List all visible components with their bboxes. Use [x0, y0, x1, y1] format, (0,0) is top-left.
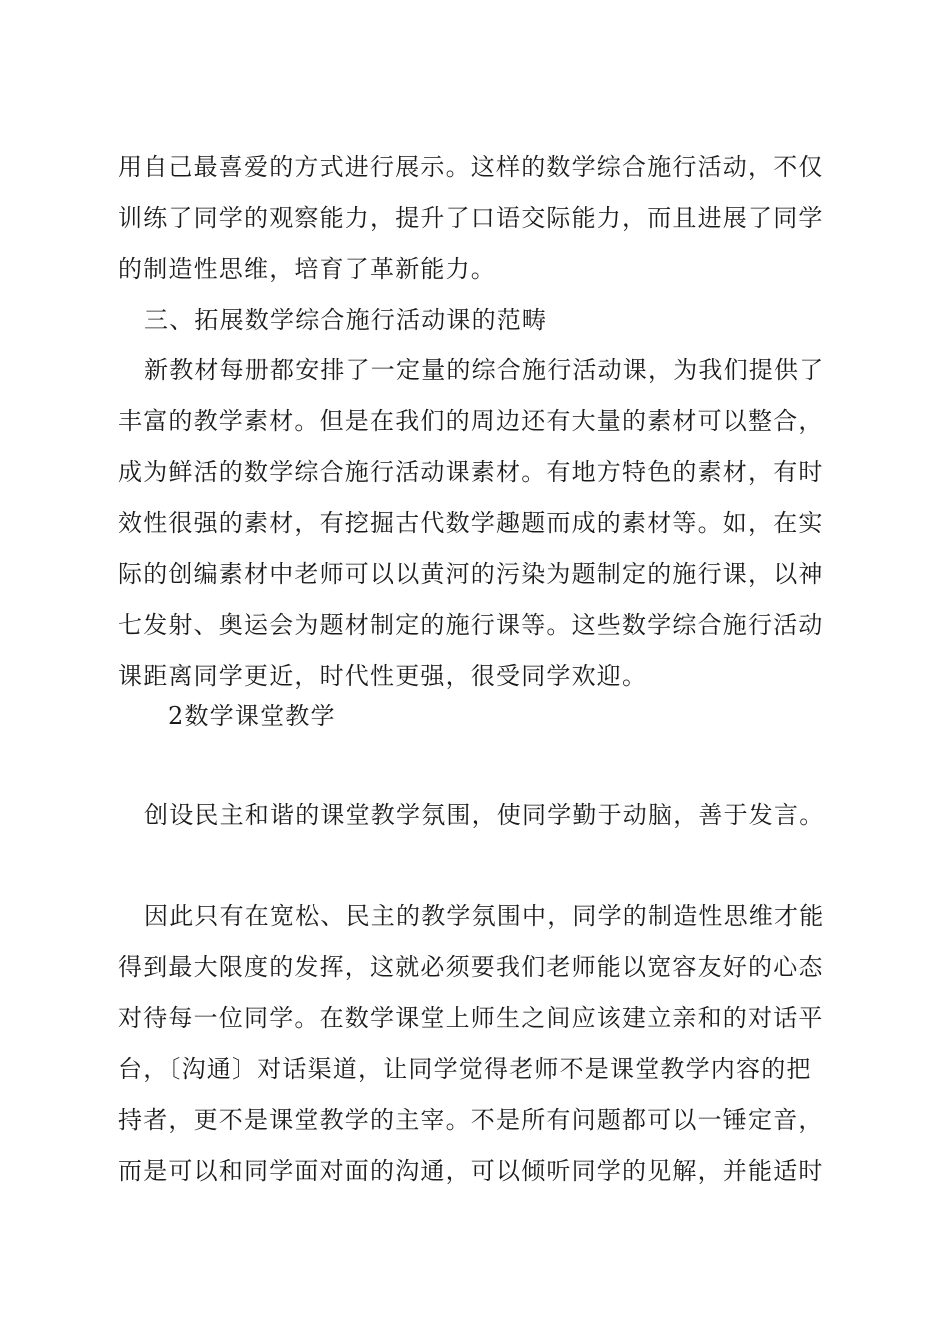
text-line: 丰富的教学素材。但是在我们的周边还有大量的素材可以整合，: [118, 407, 824, 435]
text-line: 持者，更不是课堂教学的主宰。不是所有问题都可以一锤定音，: [118, 1106, 824, 1134]
section-heading-3: [118, 295, 834, 346]
text-line: 因此只有在宽松、民主的教学氛围中，同学的制造性思维才能: [144, 902, 825, 930]
text-line: 际的创编素材中老师可以以黄河的污染为题制定的施行课，以神: [118, 560, 824, 588]
text-line: 用自己最喜爱的方式进行展示。这样的数学综合施行活动，不仅: [118, 153, 824, 181]
text-line: 创设民主和谐的课堂教学氛围，使同学勤于动脑，善于发言。: [144, 801, 825, 829]
section-title-text: 2数学课堂教学: [168, 702, 336, 730]
paragraph-atmosphere: [118, 790, 834, 841]
text-line: 成为鲜活的数学综合施行活动课素材。有地方特色的素材，有时: [118, 458, 824, 486]
section-title-2: [118, 691, 834, 742]
text-line: 而是可以和同学面对面的沟通，可以倾听同学的见解，并能适时: [118, 1157, 824, 1185]
text-line: 七发射、奥运会为题材制定的施行课等。这些数学综合施行活动: [118, 611, 824, 639]
paragraph-continuation: [118, 142, 834, 295]
text-line: 训练了同学的观察能力，提升了口语交际能力，而且进展了同学: [118, 204, 824, 232]
text-line: 效性很强的素材，有挖掘古代数学趣题而成的素材等。如，在实: [118, 509, 824, 537]
paragraph-materials: [118, 345, 834, 702]
text-line: 台，〔沟通〕对话渠道，让同学觉得老师不是课堂教学内容的把: [118, 1055, 812, 1083]
text-line: 对待每一位同学。在数学课堂上师生之间应该建立亲和的对话平: [118, 1004, 824, 1032]
heading-text: 三、拓展数学综合施行活动课的范畴: [144, 306, 548, 334]
text-line: 的制造性思维，培育了革新能力。: [118, 255, 496, 283]
text-line: 课距离同学更近，时代性更强，很受同学欢迎。: [118, 662, 648, 690]
text-line: 新教材每册都安排了一定量的综合施行活动课，为我们提供了: [144, 356, 825, 384]
paragraph-democratic: [118, 891, 834, 1197]
text-line: 得到最大限度的发挥，这就必须要我们老师能以宽容友好的心态: [118, 953, 824, 981]
